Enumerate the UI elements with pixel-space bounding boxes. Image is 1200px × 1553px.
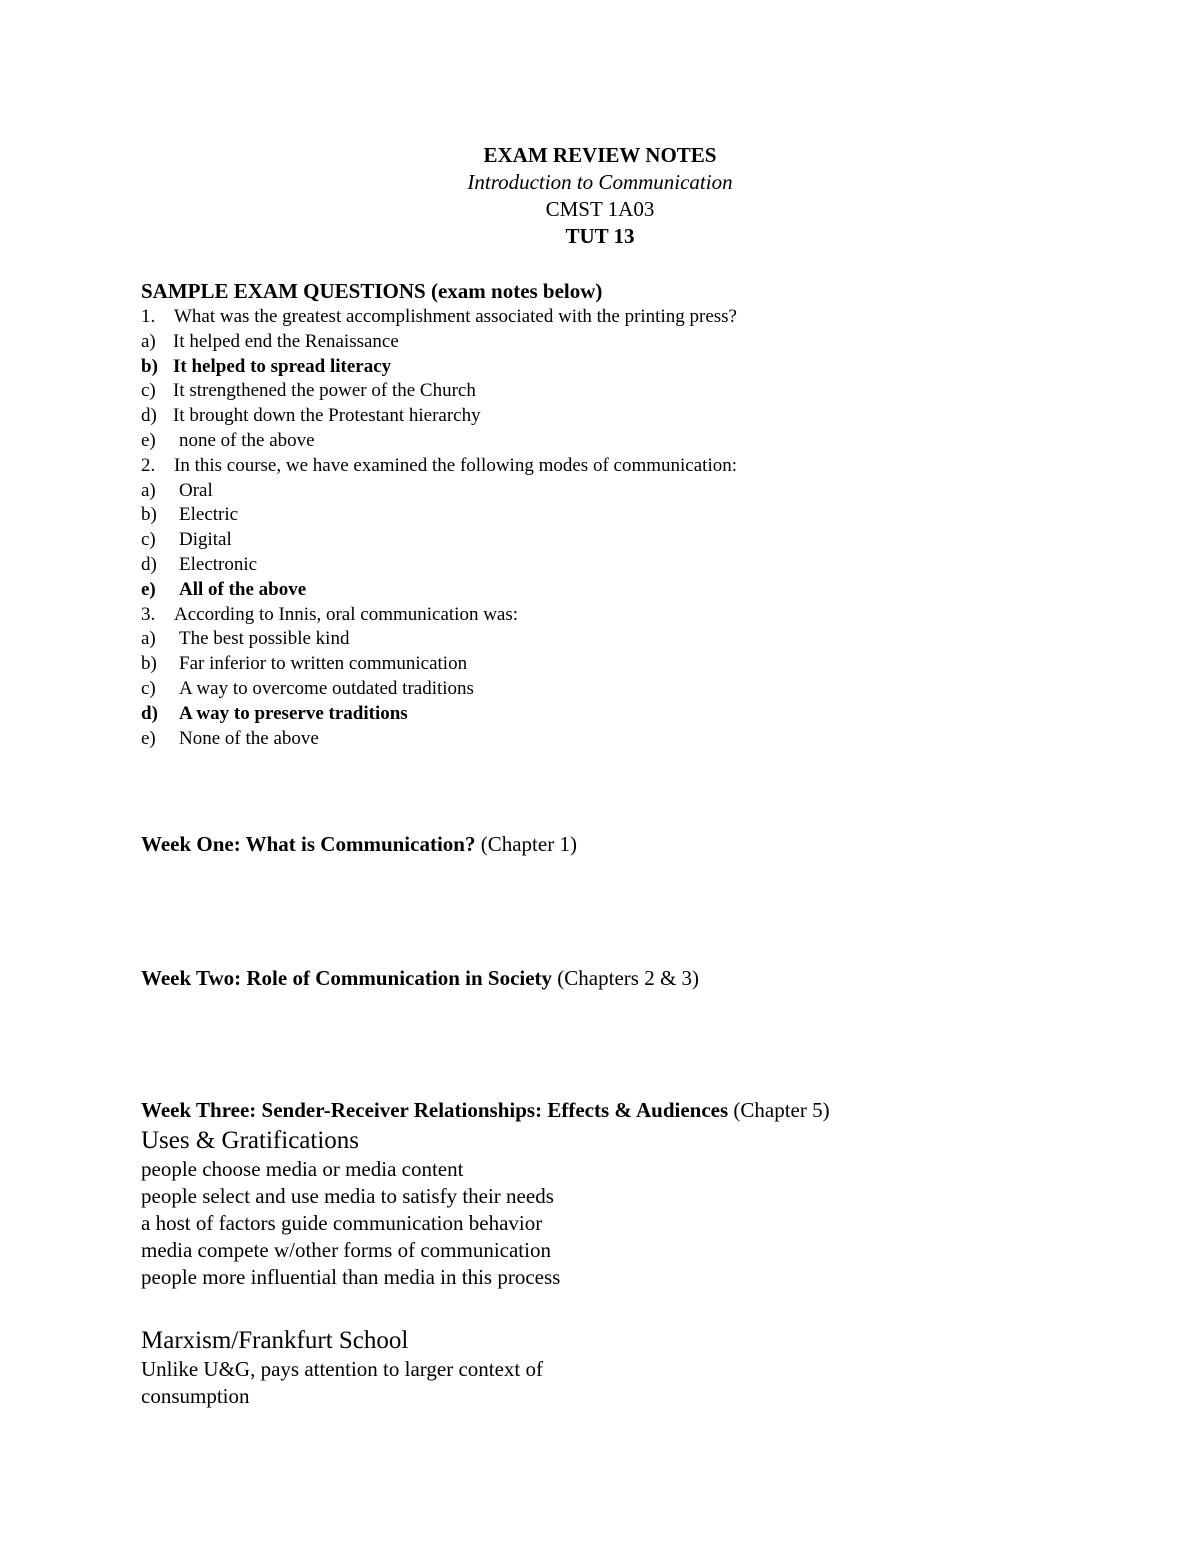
note-line: people choose media or media content <box>141 1157 464 1181</box>
item-text: Far inferior to written communication <box>179 653 468 675</box>
answer-option <box>141 355 1141 380</box>
week-chapter: (Chapter 5) <box>733 1098 830 1122</box>
note-line: media compete w/other forms of communication <box>141 1238 551 1262</box>
answer-option <box>141 702 1141 727</box>
sample-questions-heading: SAMPLE EXAM QUESTIONS (exam notes below) <box>141 279 603 303</box>
item-text: It helped to spread literacy <box>173 355 392 377</box>
answer-option <box>141 379 1141 404</box>
item-text: Electric <box>179 504 239 526</box>
item-label: d) <box>141 405 157 427</box>
item-text: Digital <box>179 529 232 551</box>
question-line <box>141 454 1141 479</box>
section-title: Marxism/Frankfurt School <box>141 1327 409 1354</box>
item-label: b) <box>141 504 157 526</box>
item-text: A way to overcome outdated traditions <box>179 677 474 699</box>
answer-option <box>141 578 1141 603</box>
item-text: Oral <box>179 479 213 501</box>
week-title: Week Two: Role of Communication in Society <box>141 966 553 990</box>
item-label: b) <box>141 355 158 377</box>
document-header <box>0 142 1200 250</box>
answer-option <box>141 652 1141 677</box>
document-title: EXAM REVIEW NOTES <box>483 143 717 167</box>
item-text: It strengthened the power of the Church <box>173 380 476 402</box>
answer-option <box>141 528 1141 553</box>
answer-option <box>141 727 1141 752</box>
answer-option <box>141 479 1141 504</box>
item-text: All of the above <box>179 578 307 600</box>
answer-option <box>141 429 1141 454</box>
week-title: Week Three: Sender-Receiver Relationships: Effects & Audiences <box>141 1098 729 1122</box>
answer-option <box>141 677 1141 702</box>
item-label: c) <box>141 529 156 551</box>
tutorial-number: TUT 13 <box>565 224 635 248</box>
marxism-section <box>141 1326 1141 1410</box>
question-list <box>141 305 1141 751</box>
note-line: people more influential than media in this process <box>141 1265 561 1289</box>
item-label: b) <box>141 653 157 675</box>
section-title: Uses & Gratifications <box>141 1127 360 1154</box>
item-text: None of the above <box>179 727 319 749</box>
item-label: d) <box>141 553 157 575</box>
item-text: It brought down the Protestant hierarchy <box>173 405 481 427</box>
item-text: What was the greatest accomplishment associated with the printing press? <box>174 306 737 327</box>
week-chapter: (Chapters 2 & 3) <box>557 966 700 990</box>
item-text: According to Innis, oral communication was: <box>174 603 519 625</box>
week-title: Week One: What is Communication? <box>141 832 476 856</box>
item-label: e) <box>141 429 156 451</box>
question-line <box>141 603 1141 628</box>
course-code: CMST 1A03 <box>545 197 655 221</box>
note-line: consumption <box>141 1384 250 1408</box>
answer-option <box>141 627 1141 652</box>
item-text: It helped end the Renaissance <box>173 330 399 352</box>
item-label: d) <box>141 702 158 724</box>
item-text: none of the above <box>179 429 315 451</box>
week-chapter: (Chapter 1) <box>480 832 577 856</box>
item-label: a) <box>141 628 156 650</box>
item-label: e) <box>141 727 156 749</box>
note-line: Unlike U&G, pays attention to larger context of <box>141 1357 544 1381</box>
sample-questions-section <box>141 277 1141 751</box>
item-text: In this course, we have examined the following modes of communication: <box>174 454 737 476</box>
item-text: A way to preserve traditions <box>179 702 408 724</box>
answer-option <box>141 330 1141 355</box>
item-label: a) <box>141 330 156 352</box>
note-line: people select and use media to satisfy their needs <box>141 1184 554 1208</box>
item-label: 2. <box>141 454 156 476</box>
item-label: 3. <box>141 603 156 625</box>
answer-option <box>141 404 1141 429</box>
item-label: a) <box>141 479 156 501</box>
answer-option <box>141 503 1141 528</box>
uses-gratifications-section <box>141 1126 1141 1291</box>
item-label: c) <box>141 677 156 699</box>
question-line <box>141 305 1141 330</box>
answer-option <box>141 553 1141 578</box>
note-line: a host of factors guide communication behavior <box>141 1211 543 1235</box>
course-name: Introduction to Communication <box>467 170 733 194</box>
item-label: 1. <box>141 306 156 327</box>
week-three-heading <box>141 1096 830 1124</box>
item-label: c) <box>141 380 156 402</box>
item-text: Electronic <box>179 553 258 575</box>
item-text: The best possible kind <box>179 628 350 650</box>
week-two-heading <box>141 964 699 992</box>
week-one-heading <box>141 830 577 858</box>
item-label: e) <box>141 578 156 600</box>
